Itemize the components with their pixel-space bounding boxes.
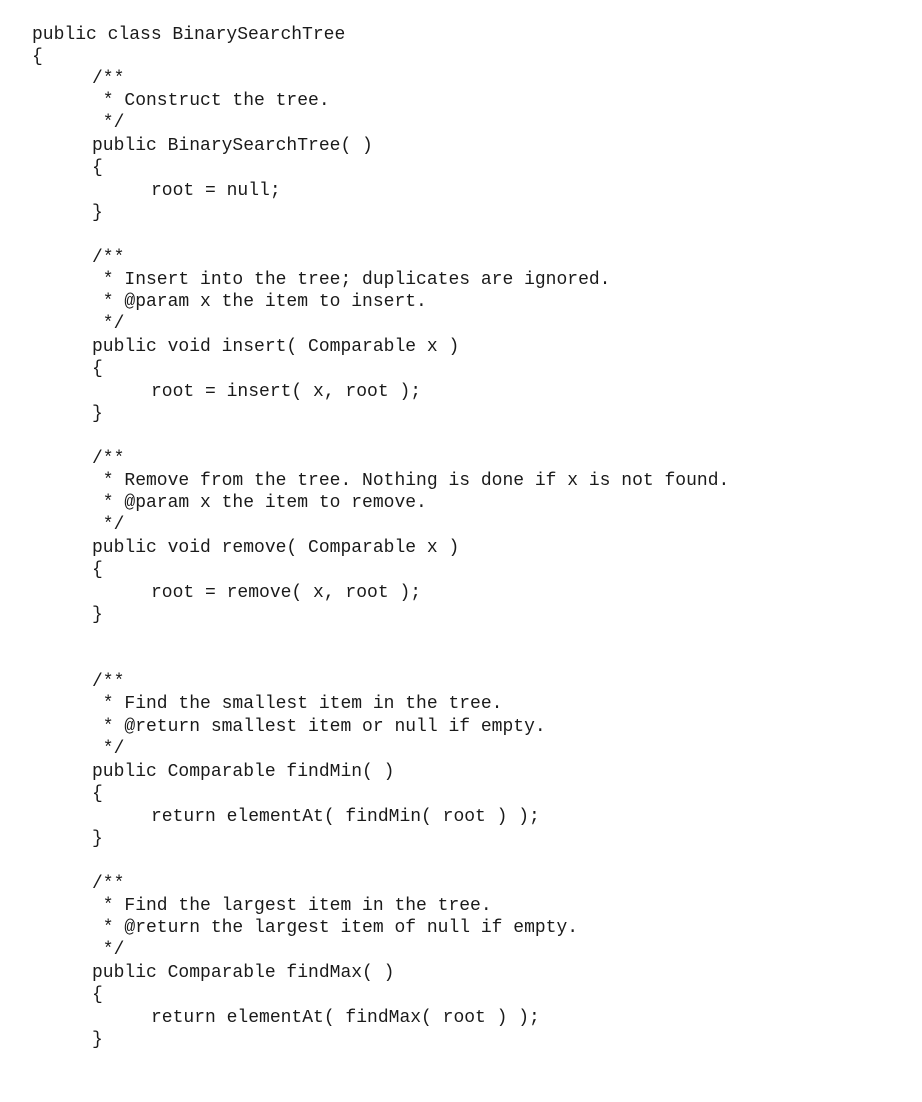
- doc-comment-param: * @param x the item to insert.: [92, 292, 427, 312]
- doc-comment-line: * Find the smallest item in the tree.: [92, 694, 503, 714]
- doc-comment-line: * Insert into the tree; duplicates are ignored.: [92, 270, 611, 290]
- doc-comment-line: * Remove from the tree. Nothing is done if x is not found.: [92, 471, 730, 491]
- method-close-brace: }: [92, 404, 103, 424]
- method-open-brace: {: [92, 359, 103, 379]
- method-body: return elementAt( findMax( root ) );: [151, 1008, 540, 1028]
- doc-comment-start: /**: [92, 449, 125, 469]
- method-open-brace: {: [92, 985, 103, 1005]
- doc-comment-param: * @param x the item to remove.: [92, 493, 427, 513]
- doc-comment-end: */: [92, 739, 125, 759]
- class-open-brace: {: [32, 47, 43, 67]
- class-declaration: public class BinarySearchTree: [32, 25, 346, 45]
- doc-comment-end: */: [92, 113, 125, 133]
- method-open-brace: {: [92, 158, 103, 178]
- doc-comment-start: /**: [92, 874, 125, 894]
- doc-comment-line: * Construct the tree.: [92, 91, 330, 111]
- doc-comment-end: */: [92, 940, 125, 960]
- doc-comment-end: */: [92, 515, 125, 535]
- method-body: return elementAt( findMin( root ) );: [151, 807, 540, 827]
- method-close-brace: }: [92, 203, 103, 223]
- method-signature: public void insert( Comparable x ): [92, 337, 460, 357]
- method-open-brace: {: [92, 560, 103, 580]
- doc-comment-line: * Find the largest item in the tree.: [92, 896, 492, 916]
- method-signature: public void remove( Comparable x ): [92, 538, 460, 558]
- doc-comment-return: * @return smallest item or null if empty.: [92, 717, 546, 737]
- method-body: root = remove( x, root );: [151, 583, 422, 603]
- doc-comment-return: * @return the largest item of null if empty.: [92, 918, 579, 938]
- method-open-brace: {: [92, 784, 103, 804]
- doc-comment-start: /**: [92, 69, 125, 89]
- method-close-brace: }: [92, 605, 103, 625]
- method-close-brace: }: [92, 1030, 103, 1050]
- method-signature: public Comparable findMin( ): [92, 762, 395, 782]
- doc-comment-end: */: [92, 314, 125, 334]
- doc-comment-start: /**: [92, 672, 125, 692]
- method-body: root = null;: [151, 181, 281, 201]
- method-signature: public BinarySearchTree( ): [92, 136, 373, 156]
- method-body: root = insert( x, root );: [151, 382, 422, 402]
- method-signature: public Comparable findMax( ): [92, 963, 395, 983]
- doc-comment-start: /**: [92, 248, 125, 268]
- method-close-brace: }: [92, 829, 103, 849]
